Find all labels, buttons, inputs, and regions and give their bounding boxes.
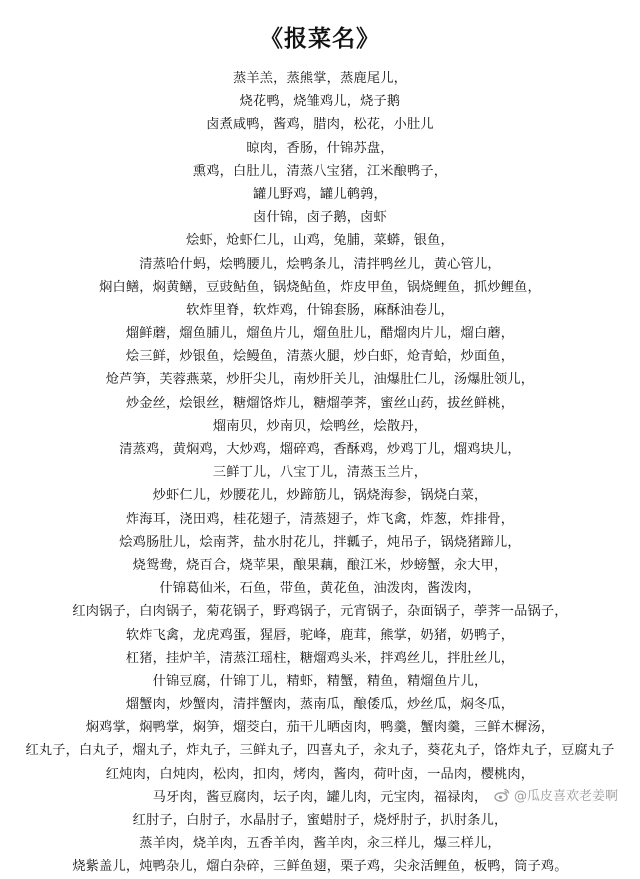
dish-line: 马牙肉，酱豆腐肉，坛子肉，罐儿肉，元宝肉，福禄肉，: [152, 789, 488, 805]
dish-line: 罐儿野鸡，罐儿鹌鹑，: [253, 186, 387, 202]
dish-line: 烧鸳鸯，烧百合，烧苹果，酿果藕，酿江米，炒螃蟹，汆大甲，: [132, 557, 508, 573]
dish-line: 烩鸡肠肚儿，烩南荠，盐水肘花儿，拌瓤子，炖吊子，锅烧猪蹄儿，: [119, 534, 521, 550]
watermark-text: @瓜皮喜欢老姜啊: [513, 789, 618, 804]
dish-line: 什锦豆腐，什锦丁儿，精虾，精蟹，精鱼，精熘鱼片儿，: [152, 673, 488, 689]
dish-line: 烩虾，炝虾仁儿，山鸡，兔脯，菜蟒，银鱼，: [186, 233, 454, 249]
dish-line: 熘鲜蘑，熘鱼脯儿，熘鱼片儿，熘鱼肚儿，醋熘肉片儿，熘白蘑，: [125, 326, 515, 342]
dish-list: [0, 67, 640, 879]
dish-line: 卤煮咸鸭，酱鸡，腊肉，松花，小肚儿: [206, 117, 434, 133]
dish-line: 炒金丝，烩银丝，糖熘饹炸儿，糖熘荸荠，蜜丝山药，拔丝鲜桃，: [125, 395, 515, 411]
dish-line: 红炖肉，白炖肉，松肉，扣肉，烤肉，酱肉，荷叶卤，一品肉，樱桃肉，: [105, 766, 535, 782]
dish-line: 烧紫盖儿，炖鸭杂儿，熘白杂碎，三鲜鱼翅，栗子鸡，尖汆活鲤鱼，板鸭，筒子鸡。: [72, 859, 568, 875]
dish-line: 红丸子，白丸子，熘丸子，炸丸子，三鲜丸子，四喜丸子，汆丸子，葵花丸子，饹炸丸子，豆腐丸子: [25, 743, 615, 759]
dish-line: 烧花鸭，烧雏鸡儿，烧子鹅: [239, 94, 401, 110]
page-title: 《报菜名》: [260, 25, 380, 52]
dish-line: 熏鸡，白肚儿，清蒸八宝猪，江米酿鸭子，: [192, 163, 448, 179]
weibo-icon: [494, 787, 510, 803]
dish-line: 清蒸哈什蚂，烩鸭腰儿，烩鸭条儿，清拌鸭丝儿，黄心管儿，: [139, 256, 501, 272]
dish-line: 三鲜丁儿，八宝丁儿，清蒸玉兰片，: [212, 465, 428, 481]
dish-line: 烩三鲜，炒银鱼，烩鳗鱼，清蒸火腿，炒白虾，炝青蛤，炒面鱼，: [125, 349, 515, 365]
dish-line: 炸海耳，浇田鸡，桂花翅子，清蒸翅子，炸飞禽，炸葱，炸排骨，: [125, 511, 515, 527]
dish-line: 软炸里脊，软炸鸡，什锦套肠，麻酥油卷儿，: [186, 302, 454, 318]
dish-line: 红肉锅子，白肉锅子，菊花锅子，野鸡锅子，元宵锅子，杂面锅子，荸荠一品锅子，: [72, 604, 568, 620]
dish-line: 杠猪，挂炉羊，清蒸江瑶柱，糖熘鸡头米，拌鸡丝儿，拌肚丝儿，: [125, 650, 515, 666]
dish-line: 蒸羊肉，烧羊肉，五香羊肉，酱羊肉，汆三样儿，爆三样儿，: [139, 836, 501, 852]
dish-line: 炝芦笋，芙蓉燕菜，炒肝尖儿，南炒肝关儿，油爆肚仁儿，汤爆肚领儿，: [105, 372, 535, 388]
dish-line: 红肘子，白肘子，水晶肘子，蜜蜡肘子，烧烀肘子，扒肘条儿，: [132, 813, 508, 828]
dish-line: 晾肉，香肠，什锦苏盘，: [246, 140, 394, 156]
watermark: [494, 785, 618, 804]
dish-line: 炒虾仁儿，炒腰花儿，炒蹄筋儿，锅烧海参，锅烧白菜，: [152, 488, 488, 504]
dish-line: 熘蟹肉，炒蟹肉，清拌蟹肉，蒸南瓜，酿倭瓜，炒丝瓜，焖冬瓜，: [125, 697, 515, 713]
dish-line: 什锦葛仙米，石鱼，带鱼，黄花鱼，油泼肉，酱泼肉，: [159, 581, 481, 597]
dish-line: 蒸羊羔，蒸熊掌，蒸鹿尾儿，: [232, 71, 408, 86]
dish-line: 清蒸鸡，黄焖鸡，大炒鸡，熘碎鸡，香酥鸡，炒鸡丁儿，熘鸡块儿，: [119, 442, 521, 457]
dish-line: 焖白鳝，焖黄鳝，豆豉鲇鱼，锅烧鲇鱼，炸皮甲鱼，锅烧鲤鱼，抓炒鲤鱼，: [99, 279, 541, 295]
dish-line: 熘南贝，炒南贝，烩鸭丝，烩散丹，: [212, 418, 428, 434]
dish-line: 焖鸡掌，焖鸭掌，焖笋，熘茭白，茄干儿晒卤肉，鸭羹，蟹肉羹，三鲜木樨汤，: [85, 720, 555, 736]
dish-line: 软炸飞禽，龙虎鸡蛋，猩唇，驼峰，鹿茸，熊掌，奶猪，奶鸭子，: [125, 627, 515, 643]
dish-line: 卤什锦，卤子鹅，卤虾: [253, 210, 387, 226]
